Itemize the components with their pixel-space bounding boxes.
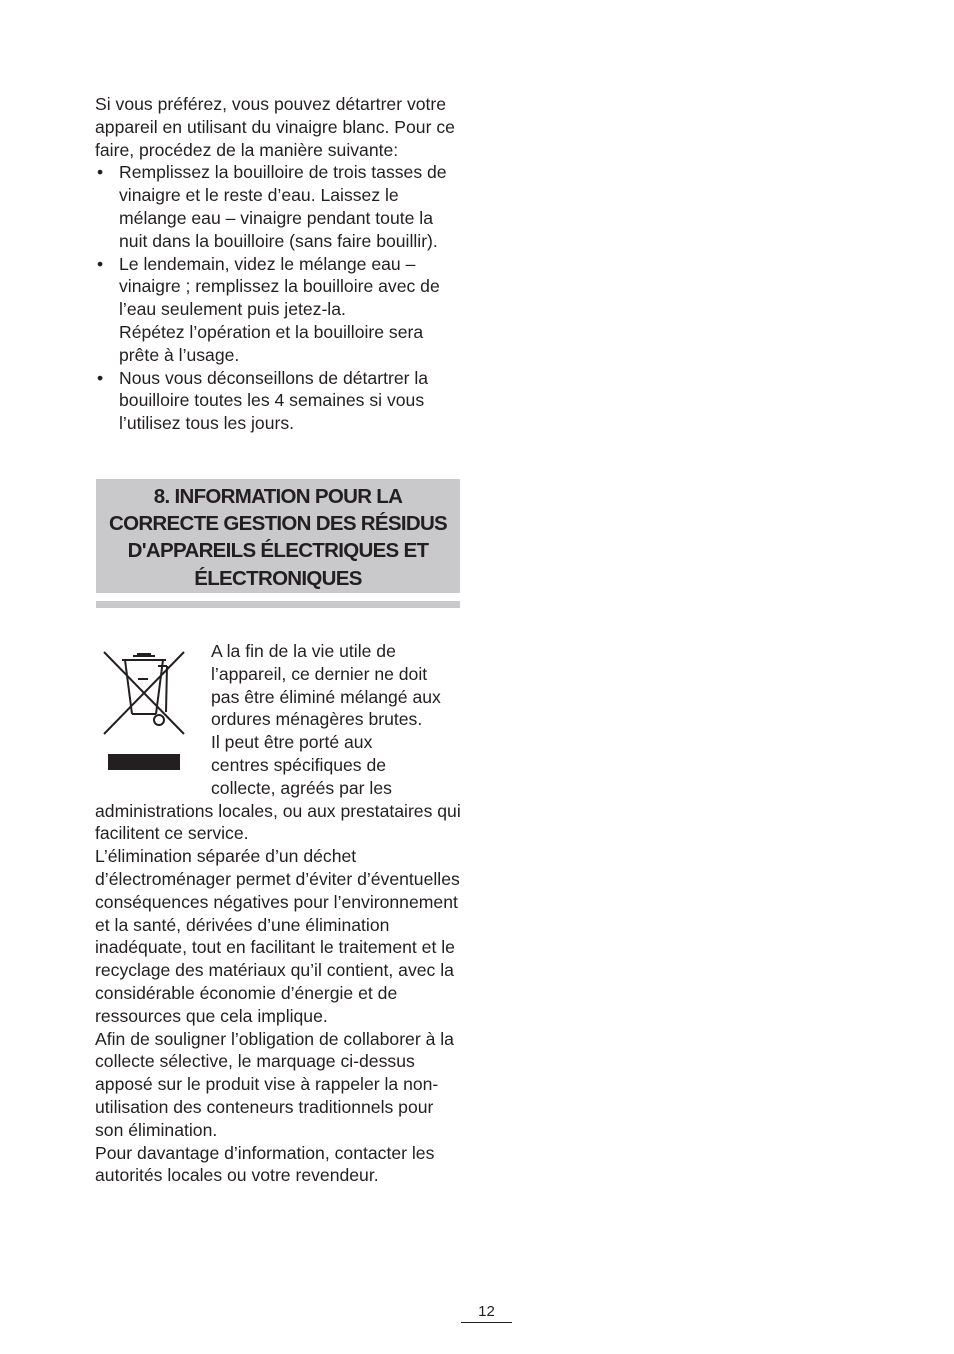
wrapped-text: A la fin de la vie utile de l’appareil, ce dernier ne doit pas être éliminé mélangé aux ordures ménagères brutes. Il peut être porté aux centres spécifiques de collecte, agréés par les bbox=[211, 641, 441, 798]
weee-section bbox=[95, 640, 463, 1187]
paragraph: L’élimination séparée d’un déchet d’électroménager permet d’éviter d’éventuelles conséquences négatives pour l’environnement et la santé, dérivées d’une élimination inadéquate, tout en facilitant le traitement et le recyclage des matériaux qu’il contient, avec la considérable économie d’énergie et de ressources que cela implique. bbox=[95, 846, 460, 1026]
heading-line: ÉLECTRONIQUES bbox=[194, 566, 362, 590]
wrapped-text-tail: administrations locales, ou aux prestataires qui facilitent ce service. bbox=[95, 800, 461, 844]
intro-block bbox=[95, 93, 463, 435]
paragraph: Pour davantage d’information, contacter les autorités locales ou votre revendeur. bbox=[95, 1142, 435, 1186]
heading-line: D'APPAREILS ÉLECTRIQUES ET bbox=[127, 539, 429, 563]
list-item: • Le lendemain, videz le mélange eau – vinaigre ; remplissez la bouilloire avec de l’eau seulement puis jetez-la. Répétez l’opération et la bouilloire sera prête à l’usage. bbox=[95, 253, 463, 367]
heading-line: 8. INFORMATION POUR LA bbox=[153, 485, 403, 508]
list-item: • Remplissez la bouilloire de trois tasses de vinaigre et le reste d’eau. Laissez le mélange eau – vinaigre pendant toute la nuit dans la bouilloire (sans faire bouillir). bbox=[95, 161, 463, 252]
section-heading bbox=[96, 479, 460, 593]
heading-divider bbox=[96, 601, 460, 608]
page-number: 12 bbox=[461, 1302, 512, 1323]
list-item: • Nous vous déconseillons de détartrer la bouilloire toutes les 4 semaines si vous l’utilisez tous les jours. bbox=[95, 367, 463, 435]
list-item-continuation: Répétez l’opération et la bouilloire sera prête à l’usage. bbox=[119, 321, 424, 365]
intro-paragraph: Si vous préférez, vous pouvez détartrer votre appareil en utilisant du vinaigre blanc. Pour ce faire, procédez de la manière suivante: bbox=[95, 94, 455, 160]
paragraph: Afin de souligner l’obligation de collaborer à la collecte sélective, le marquage ci-dessus apposé sur le produit vise à rappeler la non-utilisation des conteneurs traditionnels pour son élimination. bbox=[95, 1028, 454, 1140]
descaling-steps bbox=[95, 161, 463, 435]
heading-line: CORRECTE GESTION DES RÉSIDUS bbox=[108, 512, 448, 536]
